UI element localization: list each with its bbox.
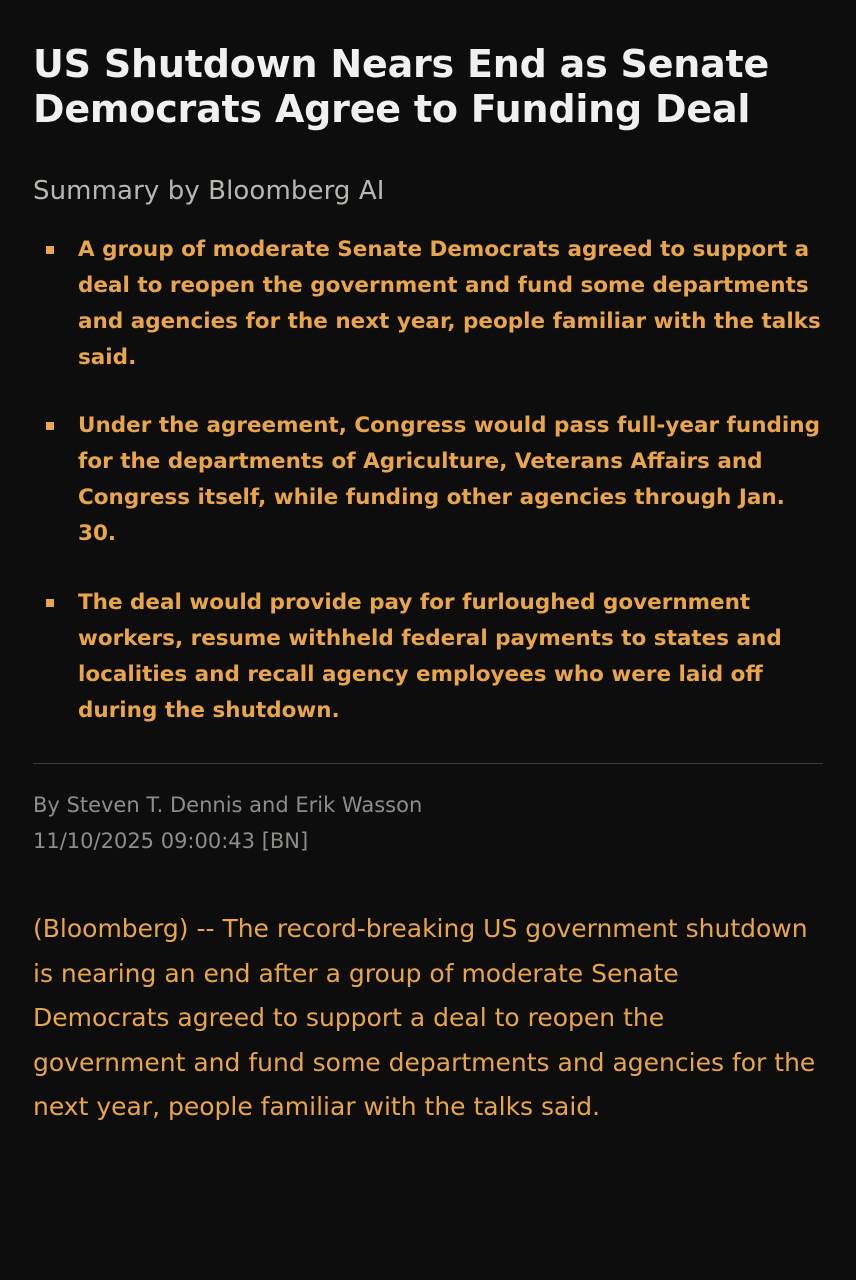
bullet-square-icon xyxy=(46,246,54,254)
bullet-square-icon xyxy=(46,422,54,430)
list-item xyxy=(33,408,823,552)
byline: By Steven T. Dennis and Erik Wasson xyxy=(33,792,423,817)
list-item xyxy=(33,232,823,376)
list-item-text: A group of moderate Senate Democrats agreed to support a deal to reopen the government and fund some departments and agencies for the next year, people familiar with the talks said. xyxy=(78,236,821,370)
list-item xyxy=(33,585,823,729)
list-item-text: The deal would provide pay for furloughed government workers, resume withheld federal payments to states and localities and recall agency employees who were laid off during the shutdown. xyxy=(78,589,782,723)
summary-label: Summary by Bloomberg AI xyxy=(33,175,385,206)
article-body: (Bloomberg) -- The record-breaking US government shutdown is nearing an end after a group of moderate Senate Democrats agreed to support a deal to reopen the government and fund some departments and agencies for the next year, people familiar with the talks said. xyxy=(33,914,816,1122)
section-divider xyxy=(33,763,823,764)
timestamp: 11/10/2025 09:00:43 [BN] xyxy=(33,828,309,853)
bullet-square-icon xyxy=(46,599,54,607)
summary-bullet-list xyxy=(33,232,823,729)
list-item-text: Under the agreement, Congress would pass full-year funding for the departments of Agriculture, Veterans Affairs and Congress itself, while funding other agencies through Jan. 30. xyxy=(78,413,820,547)
page-title: US Shutdown Nears End as Senate Democrats Agree to Funding Deal xyxy=(33,42,770,131)
